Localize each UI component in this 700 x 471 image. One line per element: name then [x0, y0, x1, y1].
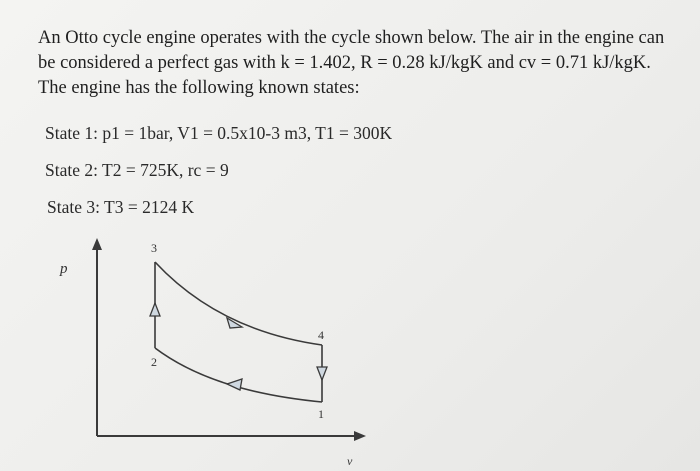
- point-label-1: 1: [318, 407, 324, 421]
- state-3-line: State 3: T3 = 2124 K: [47, 197, 195, 217]
- process-1-2-curve: [155, 348, 322, 402]
- point-label-3: 3: [151, 241, 157, 255]
- point-label-2: 2: [151, 355, 157, 369]
- y-axis-label: p: [60, 261, 68, 277]
- x-axis-arrowhead: [354, 431, 366, 441]
- state-1-line: State 1: p1 = 1bar, V1 = 0.5x10-3 m3, T1 = 300K: [45, 123, 393, 143]
- point-label-4: 4: [318, 328, 324, 342]
- problem-statement: An Otto cycle engine operates with the cycle shown below. The air in the engine can be considered a perfect gas with k = 1.402, R = 0.28 kJ/kgK and cv = 0.71 kJ/kgK. The engine has the following known states:: [38, 28, 665, 98]
- state-2-line: State 2: T2 = 725K, rc = 9: [45, 160, 229, 180]
- process-3-4-curve: [155, 262, 322, 345]
- arrow-4-1: [317, 367, 327, 380]
- arrow-2-3: [150, 303, 160, 316]
- y-axis-arrowhead: [92, 238, 102, 250]
- arrow-1-2: [227, 379, 242, 390]
- x-axis-label: v: [347, 454, 353, 468]
